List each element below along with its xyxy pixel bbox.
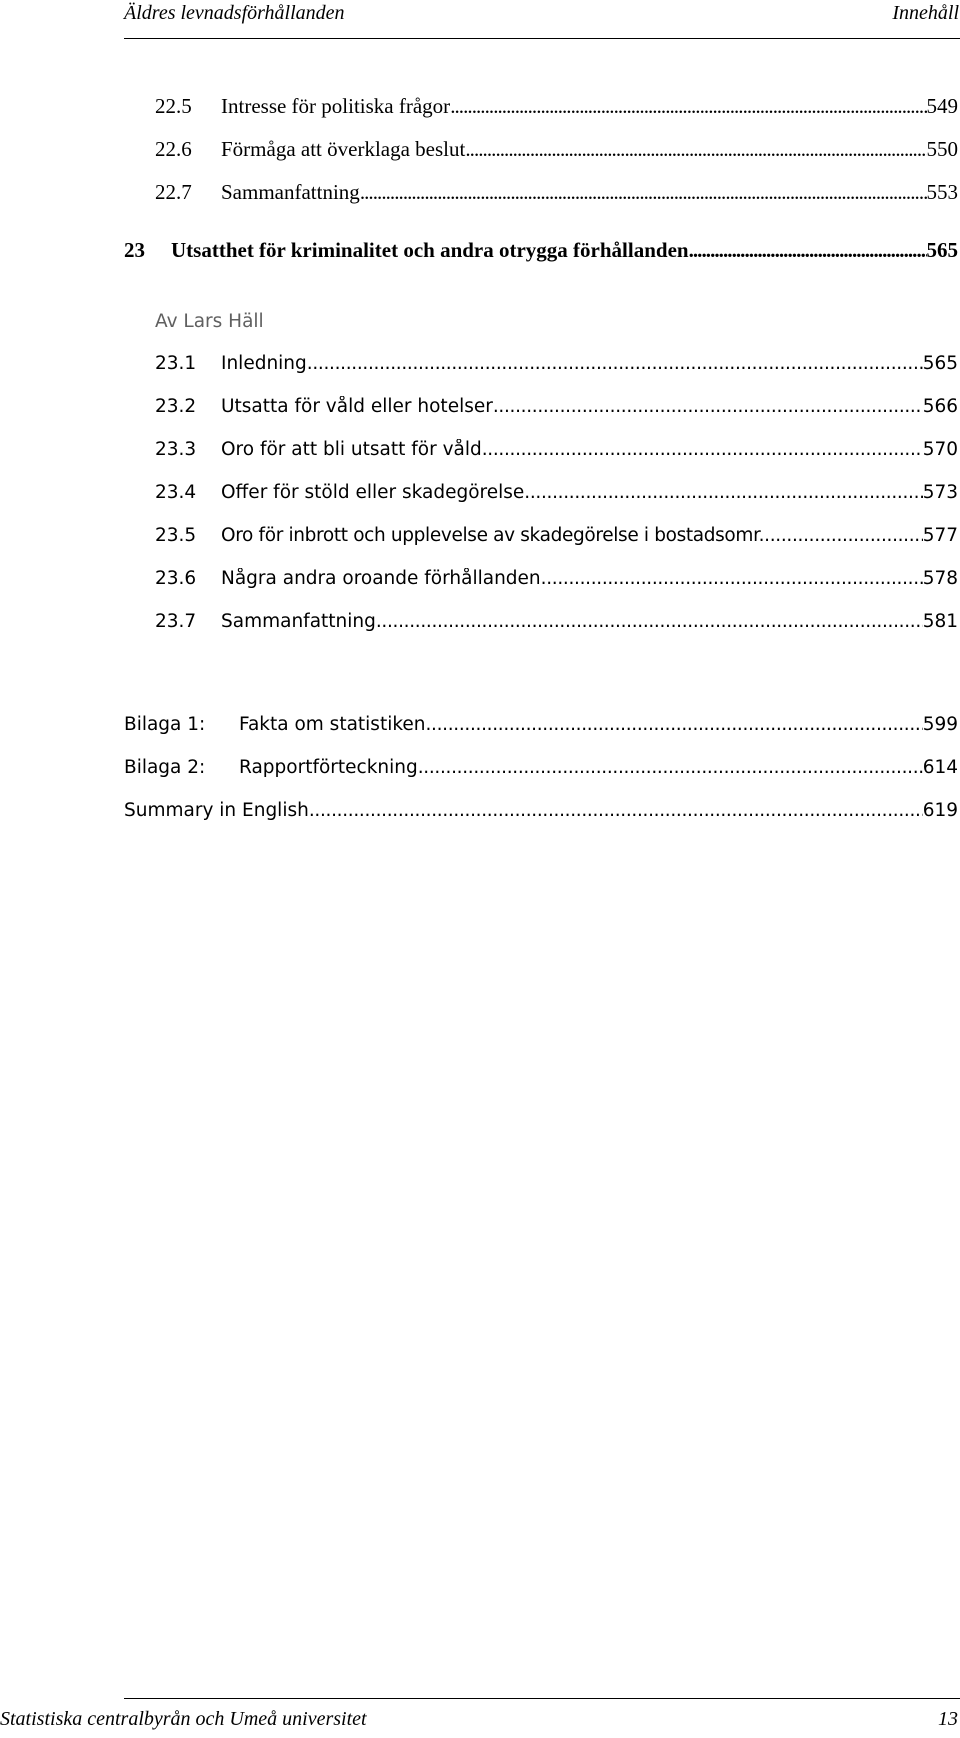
dot-leader bbox=[309, 800, 923, 821]
toc-entry-23-3[interactable] bbox=[155, 439, 958, 473]
toc-entry-number: 23.1 bbox=[155, 353, 197, 374]
dot-leader bbox=[524, 482, 922, 503]
toc-chapter-title: Utsatthet för kriminalitet och andra otrygga förhållanden bbox=[171, 238, 689, 262]
toc-entry-page: 577 bbox=[922, 525, 958, 546]
dot-leader bbox=[418, 757, 923, 778]
dot-leader bbox=[307, 353, 923, 374]
toc-entry-23-7[interactable] bbox=[155, 611, 958, 645]
footer-publisher: Statistiska centralbyrån och Umeå universitet bbox=[0, 1708, 367, 1730]
toc-entry-title: Oro för att bli utsatt för våld bbox=[221, 439, 482, 460]
toc-entry-number: 23.5 bbox=[155, 525, 197, 546]
toc-entry-page: 565 bbox=[922, 353, 958, 374]
toc-entry-page: 549 bbox=[926, 94, 958, 118]
toc-entry-title: Sammanfattning bbox=[221, 180, 360, 204]
toc-entry-23-4[interactable] bbox=[155, 482, 958, 516]
toc-entry-title: Utsatta för våld eller hotelser bbox=[221, 396, 493, 417]
dot-leader bbox=[482, 439, 923, 460]
toc-summary-title: Summary in English bbox=[124, 800, 309, 821]
toc-entry-title: Inledning bbox=[221, 353, 307, 374]
toc-appendix-page: 599 bbox=[922, 714, 958, 735]
toc-appendix-title: Rapportförteckning bbox=[239, 757, 418, 778]
footer-rule bbox=[124, 1698, 960, 1699]
toc-appendix-1[interactable] bbox=[124, 714, 958, 748]
toc-chapter-number: 23 bbox=[124, 238, 145, 262]
toc-entry-number: 22.5 bbox=[155, 94, 192, 118]
dot-leader bbox=[376, 611, 923, 632]
dot-leader bbox=[764, 525, 923, 546]
toc-entry-23-6[interactable] bbox=[155, 568, 958, 602]
toc-entry-page: 570 bbox=[922, 439, 958, 460]
toc-entry-page: 566 bbox=[922, 396, 958, 417]
toc-entry-page: 553 bbox=[926, 180, 958, 204]
toc-entry-title: Oro för inbrott och upplevelse av skadegörelse i bostadsomr. bbox=[221, 525, 765, 546]
toc-entry-title: Sammanfattning bbox=[221, 611, 376, 632]
dot-leader bbox=[465, 137, 926, 162]
dot-leader bbox=[450, 94, 926, 119]
toc-entry-title: Intresse för politiska frågor bbox=[221, 94, 451, 118]
dot-leader bbox=[541, 568, 923, 589]
dot-leader bbox=[360, 180, 927, 205]
toc-entry-22-6[interactable] bbox=[155, 137, 958, 171]
toc-appendix-page: 614 bbox=[922, 757, 958, 778]
toc-entry-page: 550 bbox=[926, 137, 958, 161]
toc-entry-page: 581 bbox=[922, 611, 958, 632]
toc-entry-title: Offer för stöld eller skadegörelse bbox=[221, 482, 525, 503]
toc-entry-page: 578 bbox=[922, 568, 958, 589]
running-header bbox=[124, 2, 959, 32]
toc-appendix-number: Bilaga 2: bbox=[124, 757, 206, 778]
page-number: 13 bbox=[938, 1708, 958, 1730]
toc-appendix-number: Bilaga 1: bbox=[124, 714, 206, 735]
toc-appendix-2[interactable] bbox=[124, 757, 958, 791]
toc-entry-page: 573 bbox=[922, 482, 958, 503]
toc-entry-title: Förmåga att överklaga beslut bbox=[221, 137, 466, 161]
header-title: Äldres levnadsförhållanden bbox=[124, 2, 345, 24]
toc-entry-number: 22.6 bbox=[155, 137, 192, 161]
toc-entry-22-5[interactable] bbox=[155, 94, 958, 128]
toc-entry-number: 22.7 bbox=[155, 180, 192, 204]
toc-entry-23-1[interactable] bbox=[155, 353, 958, 387]
toc-entry-number: 23.6 bbox=[155, 568, 197, 589]
toc-entry-23-5[interactable] bbox=[155, 525, 958, 559]
header-section: Innehåll bbox=[892, 2, 959, 24]
toc-entry-23-2[interactable] bbox=[155, 396, 958, 430]
toc-entry-number: 23.3 bbox=[155, 439, 197, 460]
toc-entry-number: 23.2 bbox=[155, 396, 197, 417]
toc-summary-page: 619 bbox=[922, 800, 958, 821]
dot-leader bbox=[689, 238, 927, 263]
toc-chapter-23[interactable] bbox=[124, 238, 958, 272]
dot-leader bbox=[493, 396, 923, 417]
toc-chapter-page: 565 bbox=[926, 238, 958, 262]
running-footer bbox=[0, 1708, 958, 1736]
header-rule bbox=[124, 38, 960, 39]
toc-entry-title: Några andra oroande förhållanden bbox=[221, 568, 541, 589]
toc-entry-number: 23.7 bbox=[155, 611, 197, 632]
toc-appendix-title: Fakta om statistiken bbox=[239, 714, 426, 735]
toc-entry-22-7[interactable] bbox=[155, 180, 958, 214]
toc-entry-number: 23.4 bbox=[155, 482, 197, 503]
chapter-author: Av Lars Häll bbox=[155, 311, 264, 332]
dot-leader bbox=[426, 714, 923, 735]
toc-summary[interactable] bbox=[124, 800, 958, 834]
